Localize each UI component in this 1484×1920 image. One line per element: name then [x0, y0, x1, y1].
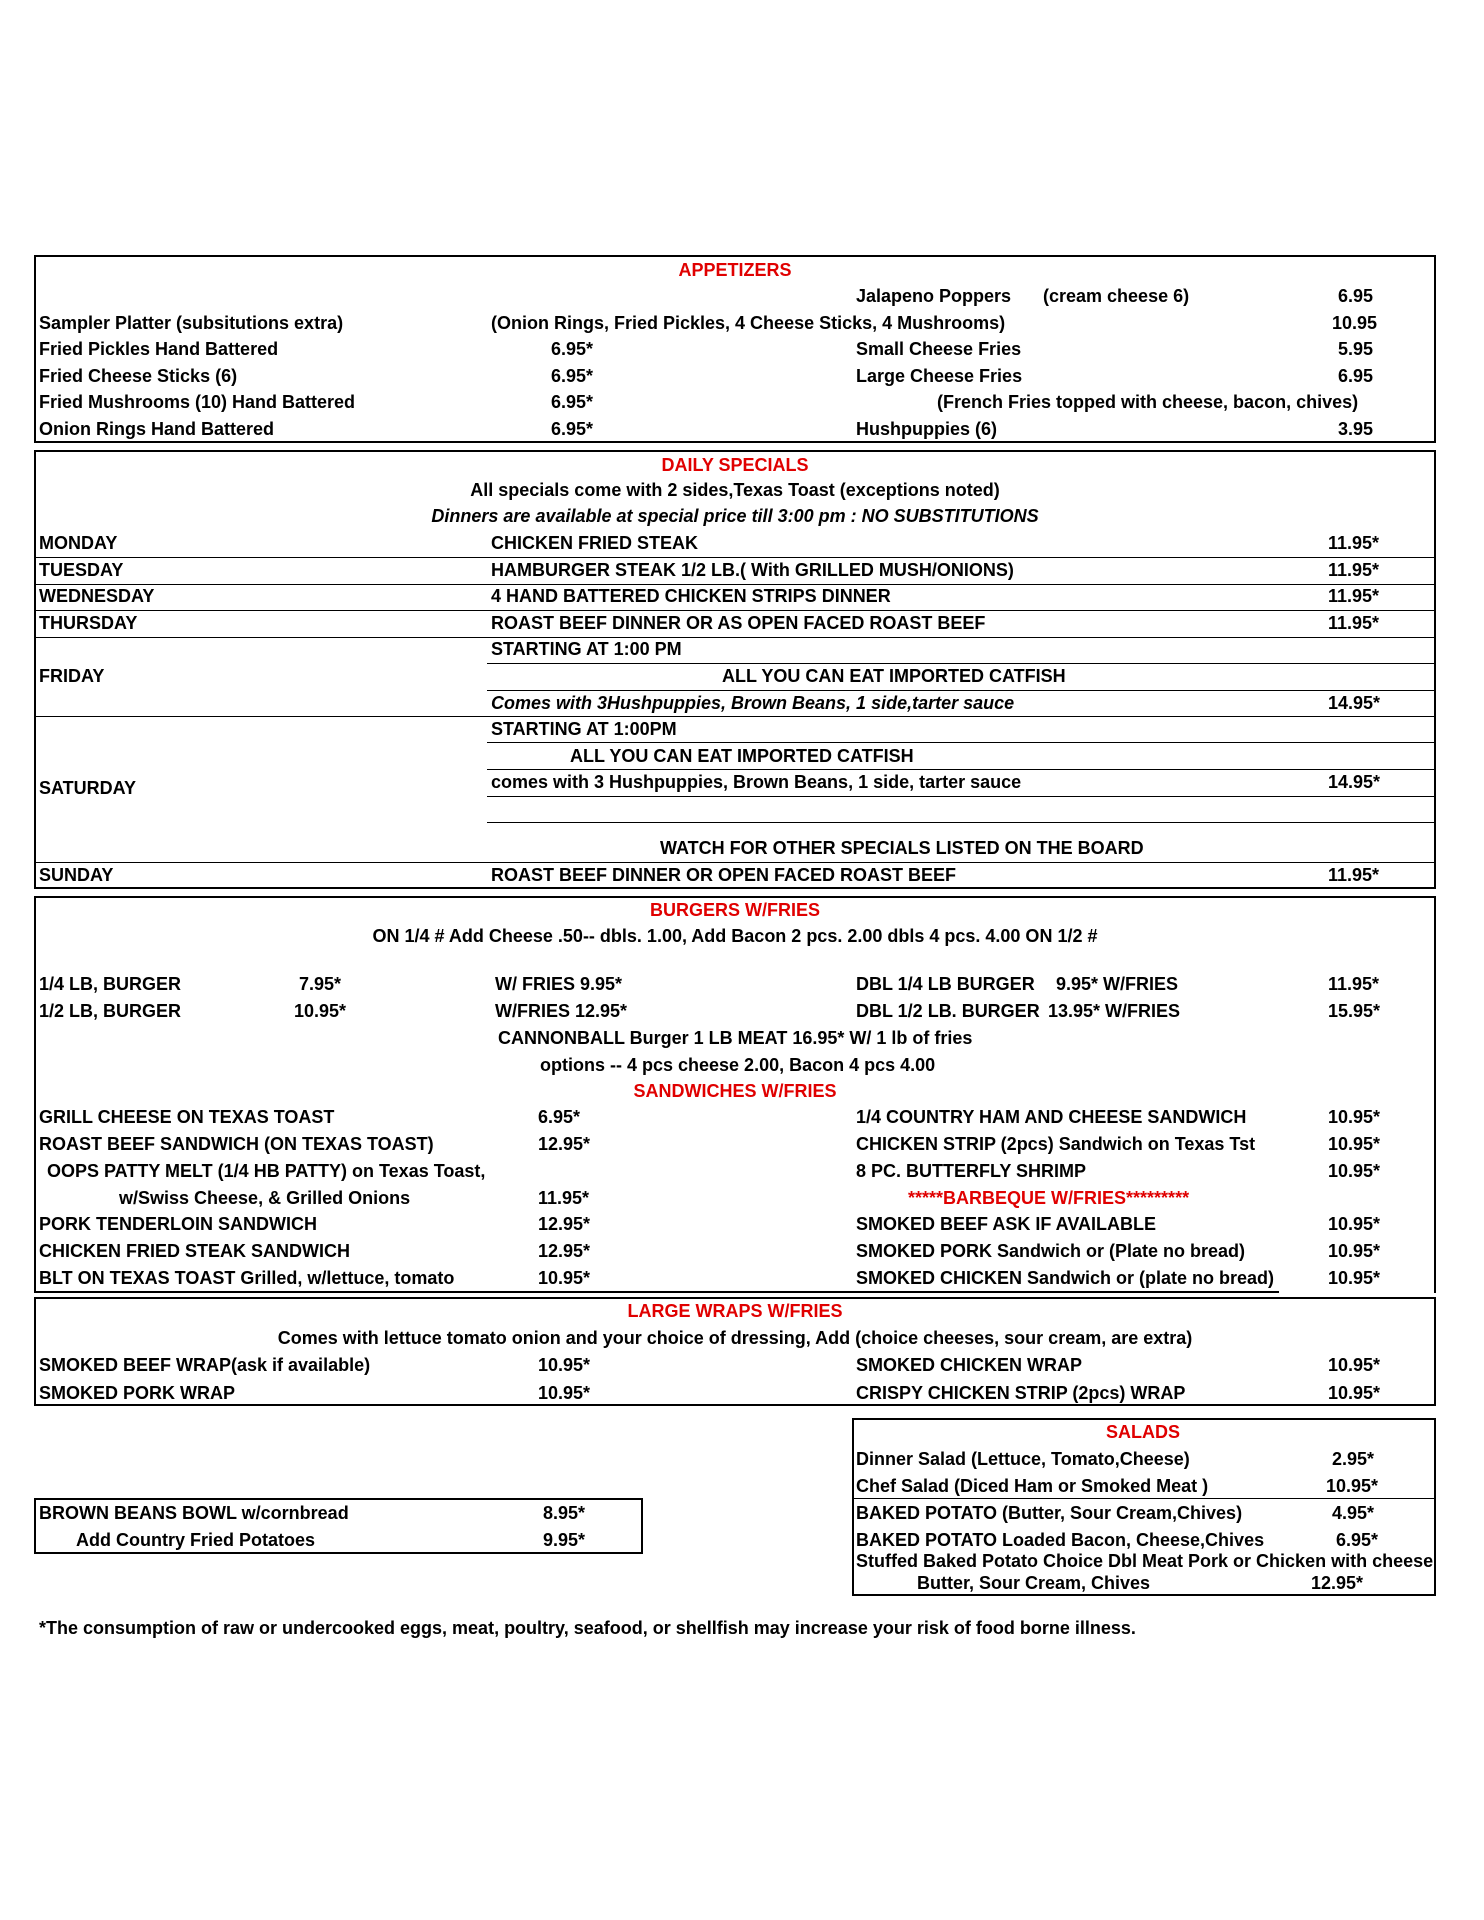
mushrooms-name: Fried Mushrooms (10) Hand Battered — [39, 392, 356, 412]
specials-note: All specials come with 2 sides,Texas Toast (exceptions noted) — [470, 480, 1000, 500]
stuffed-potato-name: Stuffed Baked Potato Choice Dbl Meat Pork or Chicken with cheese — [856, 1551, 1434, 1571]
wraps-note: Comes with lettuce tomato onion and your choice of dressing, Add (choice cheeses, sour cream, are extra) — [277, 1328, 1193, 1348]
thursday-label: THURSDAY — [39, 613, 138, 633]
saturday-start: STARTING AT 1:00PM — [491, 719, 677, 739]
beef-wrap-name: SMOKED BEEF WRAP(ask if available) — [39, 1355, 371, 1375]
fries-note: (French Fries topped with cheese, bacon, chives) — [937, 392, 1359, 412]
cannonball-burger: CANNONBALL Burger 1 LB MEAT 16.95* W/ 1 lb of fries — [498, 1028, 973, 1048]
tuesday-price: 11.95* — [1328, 560, 1380, 580]
cfs-sandwich-price: 12.95* — [538, 1241, 591, 1261]
pork-tenderloin-name: PORK TENDERLOIN SANDWICH — [39, 1214, 317, 1234]
thursday-price: 11.95* — [1328, 613, 1380, 633]
chicken-strip-sandwich-name: CHICKEN STRIP (2pcs) Sandwich on Texas Tst — [856, 1134, 1256, 1154]
onion-rings-name: Onion Rings Hand Battered — [39, 419, 275, 439]
country-ham-price: 10.95* — [1328, 1107, 1381, 1127]
blt-name: BLT ON TEXAS TOAST Grilled, w/lettuce, tomato — [39, 1268, 455, 1288]
dbl-half-fries-price: 15.95* — [1328, 1001, 1381, 1021]
jalapeno-note: (cream cheese 6) — [1043, 286, 1190, 306]
stuffed-potato-price: 12.95* — [1311, 1573, 1364, 1593]
sampler-desc: (Onion Rings, Fried Pickles, 4 Cheese Sticks, 4 Mushrooms) — [491, 313, 1006, 333]
smoked-chicken-name: SMOKED CHICKEN Sandwich or (plate no bread) — [856, 1268, 1275, 1288]
wraps-title: LARGE WRAPS W/FRIES — [627, 1301, 843, 1321]
tuesday-label: TUESDAY — [39, 560, 124, 580]
small-fries-price: 5.95 — [1338, 339, 1374, 359]
divider — [487, 796, 1434, 797]
sandwiches-title: SANDWICHES W/FRIES — [633, 1081, 837, 1101]
divider — [36, 637, 1434, 638]
saturday-price: 14.95* — [1328, 772, 1381, 792]
salads-title: SALADS — [1105, 1422, 1181, 1442]
fried-pickles-name: Fried Pickles Hand Battered — [39, 339, 279, 359]
specials-title: DAILY SPECIALS — [661, 455, 809, 475]
shrimp-name: 8 PC. BUTTERFLY SHRIMP — [856, 1161, 1087, 1181]
shrimp-price: 10.95* — [1328, 1161, 1381, 1181]
tuesday-item: HAMBURGER STEAK 1/2 LB.( With GRILLED MUSH/ONIONS) — [491, 560, 1014, 580]
dinner-salad-price: 2.95* — [1332, 1449, 1375, 1469]
wednesday-label: WEDNESDAY — [39, 586, 155, 606]
divider — [36, 557, 1434, 558]
divider — [487, 690, 1434, 691]
friday-item: ALL YOU CAN EAT IMPORTED CATFISH — [722, 666, 1066, 686]
chicken-wrap-name: SMOKED CHICKEN WRAP — [856, 1355, 1083, 1375]
large-fries-price: 6.95 — [1338, 366, 1374, 386]
half-burger-name: 1/2 LB, BURGER — [39, 1001, 182, 1021]
crispy-wrap-name: CRISPY CHICKEN STRIP (2pcs) WRAP — [856, 1383, 1186, 1403]
grill-cheese-name: GRILL CHEESE ON TEXAS TOAST — [39, 1107, 335, 1127]
chicken-wrap-price: 10.95* — [1328, 1355, 1381, 1375]
smoked-pork-price: 10.95* — [1328, 1241, 1381, 1261]
fried-potatoes-addon: Add Country Fried Potatoes — [76, 1530, 316, 1550]
quarter-burger-price: 7.95* — [299, 974, 342, 994]
brown-beans-price: 8.95* — [543, 1503, 586, 1523]
chef-salad-price: 10.95* — [1326, 1476, 1379, 1496]
jalapeno-name: Jalapeno Poppers — [856, 286, 1012, 306]
fried-pickles-price: 6.95* — [551, 339, 594, 359]
sampler-name: Sampler Platter (subsitutions extra) — [39, 313, 344, 333]
dbl-quarter-name: DBL 1/4 LB BURGER — [856, 974, 1035, 994]
fried-potatoes-price: 9.95* — [543, 1530, 586, 1550]
divider — [34, 1291, 1279, 1293]
food-safety-disclaimer: *The consumption of raw or undercooked eggs, meat, poultry, seafood, or shellfish may increase your risk of food borne illness. — [39, 1618, 1136, 1638]
thursday-item: ROAST BEEF DINNER OR AS OPEN FACED ROAST BEEF — [491, 613, 986, 633]
friday-start: STARTING AT 1:00 PM — [491, 639, 682, 659]
friday-desc: Comes with 3Hushpuppies, Brown Beans, 1 side,tarter sauce — [491, 693, 1015, 713]
appetizers-title: APPETIZERS — [678, 260, 792, 280]
patty-melt-desc: w/Swiss Cheese, & Grilled Onions — [119, 1188, 411, 1208]
grill-cheese-price: 6.95* — [538, 1107, 581, 1127]
specials-time-note: Dinners are available at special price till 3:00 pm : NO SUBSTITUTIONS — [431, 506, 1039, 526]
baked-potato-name: BAKED POTATO (Butter, Sour Cream,Chives) — [856, 1503, 1243, 1523]
pork-tenderloin-price: 12.95* — [538, 1214, 591, 1234]
sampler-price: 10.95 — [1332, 313, 1378, 333]
dbl-half-price: 13.95* W/FRIES — [1048, 1001, 1181, 1021]
wednesday-price: 11.95* — [1328, 586, 1380, 606]
smoked-beef-price: 10.95* — [1328, 1214, 1381, 1234]
burgers-title: BURGERS W/FRIES — [649, 900, 821, 920]
jalapeno-price: 6.95 — [1338, 286, 1374, 306]
stuffed-potato-desc: Butter, Sour Cream, Chives — [917, 1573, 1151, 1593]
chicken-strip-sandwich-price: 10.95* — [1328, 1134, 1381, 1154]
smoked-pork-name: SMOKED PORK Sandwich or (Plate no bread) — [856, 1241, 1246, 1261]
cannonball-options: options -- 4 pcs cheese 2.00, Bacon 4 pcs 4.00 — [540, 1055, 936, 1075]
wednesday-item: 4 HAND BATTERED CHICKEN STRIPS DINNER — [491, 586, 891, 606]
divider — [36, 716, 1434, 717]
hushpuppies-price: 3.95 — [1338, 419, 1374, 439]
sunday-item: ROAST BEEF DINNER OR OPEN FACED ROAST BEEF — [491, 865, 957, 885]
small-fries-name: Small Cheese Fries — [856, 339, 1022, 359]
brown-beans-name: BROWN BEANS BOWL w/cornbread — [39, 1503, 349, 1523]
burgers-addon-note: ON 1/4 # Add Cheese .50-- dbls. 1.00, Add Bacon 2 pcs. 2.00 dbls 4 pcs. 4.00 ON 1/2 # — [372, 926, 1098, 946]
monday-label: MONDAY — [39, 533, 118, 553]
dbl-quarter-price: 9.95* W/FRIES — [1056, 974, 1179, 994]
saturday-desc: comes with 3 Hushpuppies, Brown Beans, 1 side, tarter sauce — [491, 772, 1022, 792]
smoked-beef-name: SMOKED BEEF ASK IF AVAILABLE — [856, 1214, 1157, 1234]
mushrooms-price: 6.95* — [551, 392, 594, 412]
country-ham-name: 1/4 COUNTRY HAM AND CHEESE SANDWICH — [856, 1107, 1247, 1127]
hushpuppies-name: Hushpuppies (6) — [856, 419, 998, 439]
quarter-burger-name: 1/4 LB, BURGER — [39, 974, 182, 994]
patty-melt-name: OOPS PATTY MELT (1/4 HB PATTY) on Texas Toast, — [47, 1161, 486, 1181]
bbq-title: *****BARBEQUE W/FRIES********* — [908, 1188, 1190, 1208]
dinner-salad-name: Dinner Salad (Lettuce, Tomato,Cheese) — [856, 1449, 1190, 1469]
large-fries-name: Large Cheese Fries — [856, 366, 1023, 386]
dbl-half-name: DBL 1/2 LB. BURGER — [856, 1001, 1040, 1021]
divider — [854, 1498, 1434, 1499]
sunday-label: SUNDAY — [39, 865, 114, 885]
pork-wrap-name: SMOKED PORK WRAP — [39, 1383, 236, 1403]
divider — [487, 822, 1434, 823]
loaded-potato-name: BAKED POTATO Loaded Bacon, Cheese,Chives — [856, 1530, 1265, 1550]
divider — [36, 862, 1434, 863]
dbl-quarter-fries-price: 11.95* — [1328, 974, 1380, 994]
cfs-sandwich-name: CHICKEN FRIED STEAK SANDWICH — [39, 1241, 351, 1261]
saturday-item: ALL YOU CAN EAT IMPORTED CATFISH — [570, 746, 914, 766]
quarter-burger-fries: W/ FRIES 9.95* — [495, 974, 623, 994]
friday-price: 14.95* — [1328, 693, 1381, 713]
blt-price: 10.95* — [538, 1268, 591, 1288]
patty-melt-price: 11.95* — [538, 1188, 590, 1208]
saturday-label: SATURDAY — [39, 778, 137, 798]
smoked-chicken-price: 10.95* — [1328, 1268, 1381, 1288]
half-burger-fries: W/FRIES 12.95* — [495, 1001, 628, 1021]
roast-beef-sandwich-name: ROAST BEEF SANDWICH (ON TEXAS TOAST) — [39, 1134, 434, 1154]
roast-beef-sandwich-price: 12.95* — [538, 1134, 591, 1154]
onion-rings-price: 6.95* — [551, 419, 594, 439]
divider — [487, 663, 1434, 664]
pork-wrap-price: 10.95* — [538, 1383, 591, 1403]
half-burger-price: 10.95* — [294, 1001, 347, 1021]
board-note: WATCH FOR OTHER SPECIALS LISTED ON THE BOARD — [660, 838, 1144, 858]
sunday-price: 11.95* — [1328, 865, 1380, 885]
chef-salad-name: Chef Salad (Diced Ham or Smoked Meat ) — [856, 1476, 1209, 1496]
cheese-sticks-name: Fried Cheese Sticks (6) — [39, 366, 238, 386]
friday-label: FRIDAY — [39, 666, 105, 686]
cheese-sticks-price: 6.95* — [551, 366, 594, 386]
divider — [487, 769, 1434, 770]
monday-item: CHICKEN FRIED STEAK — [491, 533, 699, 553]
loaded-potato-price: 6.95* — [1336, 1530, 1379, 1550]
crispy-wrap-price: 10.95* — [1328, 1383, 1381, 1403]
divider — [36, 610, 1434, 611]
baked-potato-price: 4.95* — [1332, 1503, 1375, 1523]
divider — [487, 742, 1434, 743]
monday-price: 11.95* — [1328, 533, 1380, 553]
beef-wrap-price: 10.95* — [538, 1355, 591, 1375]
